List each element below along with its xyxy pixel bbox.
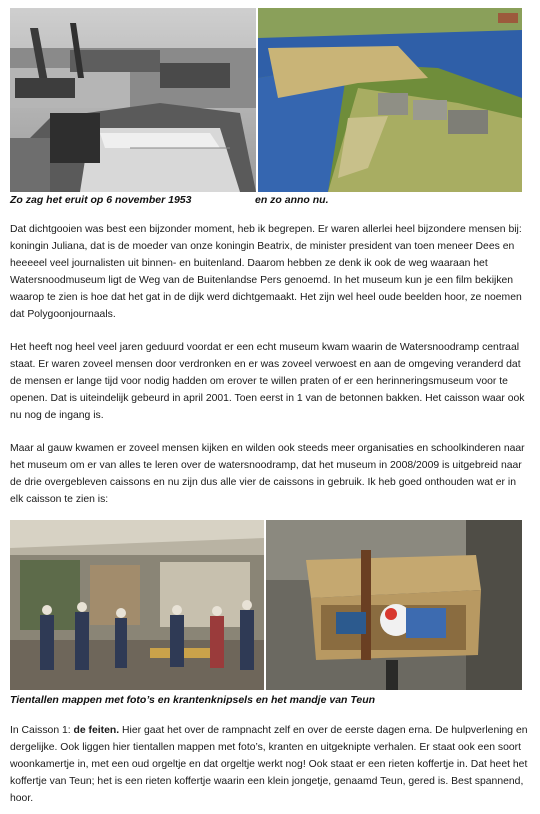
caption-now-text: en zo anno nu.: [255, 194, 329, 206]
caption-1953: [10, 194, 191, 206]
caption-bottom: [10, 694, 375, 706]
caisson1-prefix: In Caisson 1:: [10, 725, 74, 736]
photo-1953-caissons: [10, 8, 256, 192]
photo-museum-interior: [10, 520, 264, 690]
paragraph-3: Maar al gauw kwamen er zoveel mensen kijken en wilden ook steeds meer organisaties en schoolkinderen naar het museum om er van alles te leren over de watersnoodramp, dat het museum in 2008/2009 is uitgebreid naar de drie overgebleven caissons en nu zijn dus alle vier de caissons in gebruik. Ik heb goed onthouden wat er in elk caisson te zien is:: [10, 443, 525, 505]
photo-basket-teun-image: [266, 520, 522, 690]
photo-1953-image: [10, 8, 256, 192]
caisson1-title: de feiten.: [73, 725, 120, 736]
photo-museum-interior-image: [10, 520, 264, 690]
paragraph-4: [10, 722, 530, 807]
photo-museum-now-image: [258, 8, 522, 192]
paragraph-2: Het heeft nog heel veel jaren geduurd voordat er een echt museum kwam waarin de Watersnoodramp centraal staat. Er waren zoveel mensen door verdronken en er was zoveel verwoest en aan de omgeving veranderd dat de mensen er lange tijd voor nodig hadden om erover te willen praten of er een herinneringsmuseum voor te openen. Dat is uiteindelijk gebeurd in april 2001. Toen eerst in 1 van de betonnen bakken. Het caisson waar ook nu nog de ingang is.: [10, 342, 525, 421]
photo-museum-now: [258, 8, 522, 192]
caption-now: [255, 194, 329, 206]
paragraph-1: Dat dichtgooien was best een bijzonder moment, heb ik begrepen. Er waren allerlei heel bijzondere mensen bij: koningin Juliana, dat is de moeder van onze koningin Beatrix, de minister president van toen meneer Dees en heeeeel veel journalisten uit binnen- en buitenland. Daarom hebben ze denk ik ook de weg waaraan het Watersnoodmuseum ligt de Weg van de Buitenlandse Pers genoemd. In het museum kun je een film bekijken waarop te zien is hoe dat het gat in de dijk werd dichtgemaakt. Het zijn wel heel oude beelden hoor, ze noemen dat Polygoonjournaals.: [10, 224, 522, 320]
photo-basket-teun: [266, 520, 522, 690]
caisson1-text: Hier gaat het over de rampnacht zelf en over de eerste dagen erna. De hulpverlening en dergelijke. Ook liggen hier tientallen mappen met foto’s, kranten en uitgeknipte verhalen. Er staat ook een soort woonkamertje in, met een oud orgeltje en dat orgeltje werkt nog! Ook staat er een rieten koffertje in. Dat heet het koffertje van Teun; het is een rieten koffertje waarin een klein jongetje, genaamd Teun, gered is. Best spannend, hoor.: [10, 725, 528, 804]
caption-bottom-text: Tientallen mappen met foto’s en krantenknipsels en het mandje van Teun: [10, 694, 376, 706]
caption-1953-text: Zo zag het eruit op 6 november 1953: [10, 194, 192, 206]
